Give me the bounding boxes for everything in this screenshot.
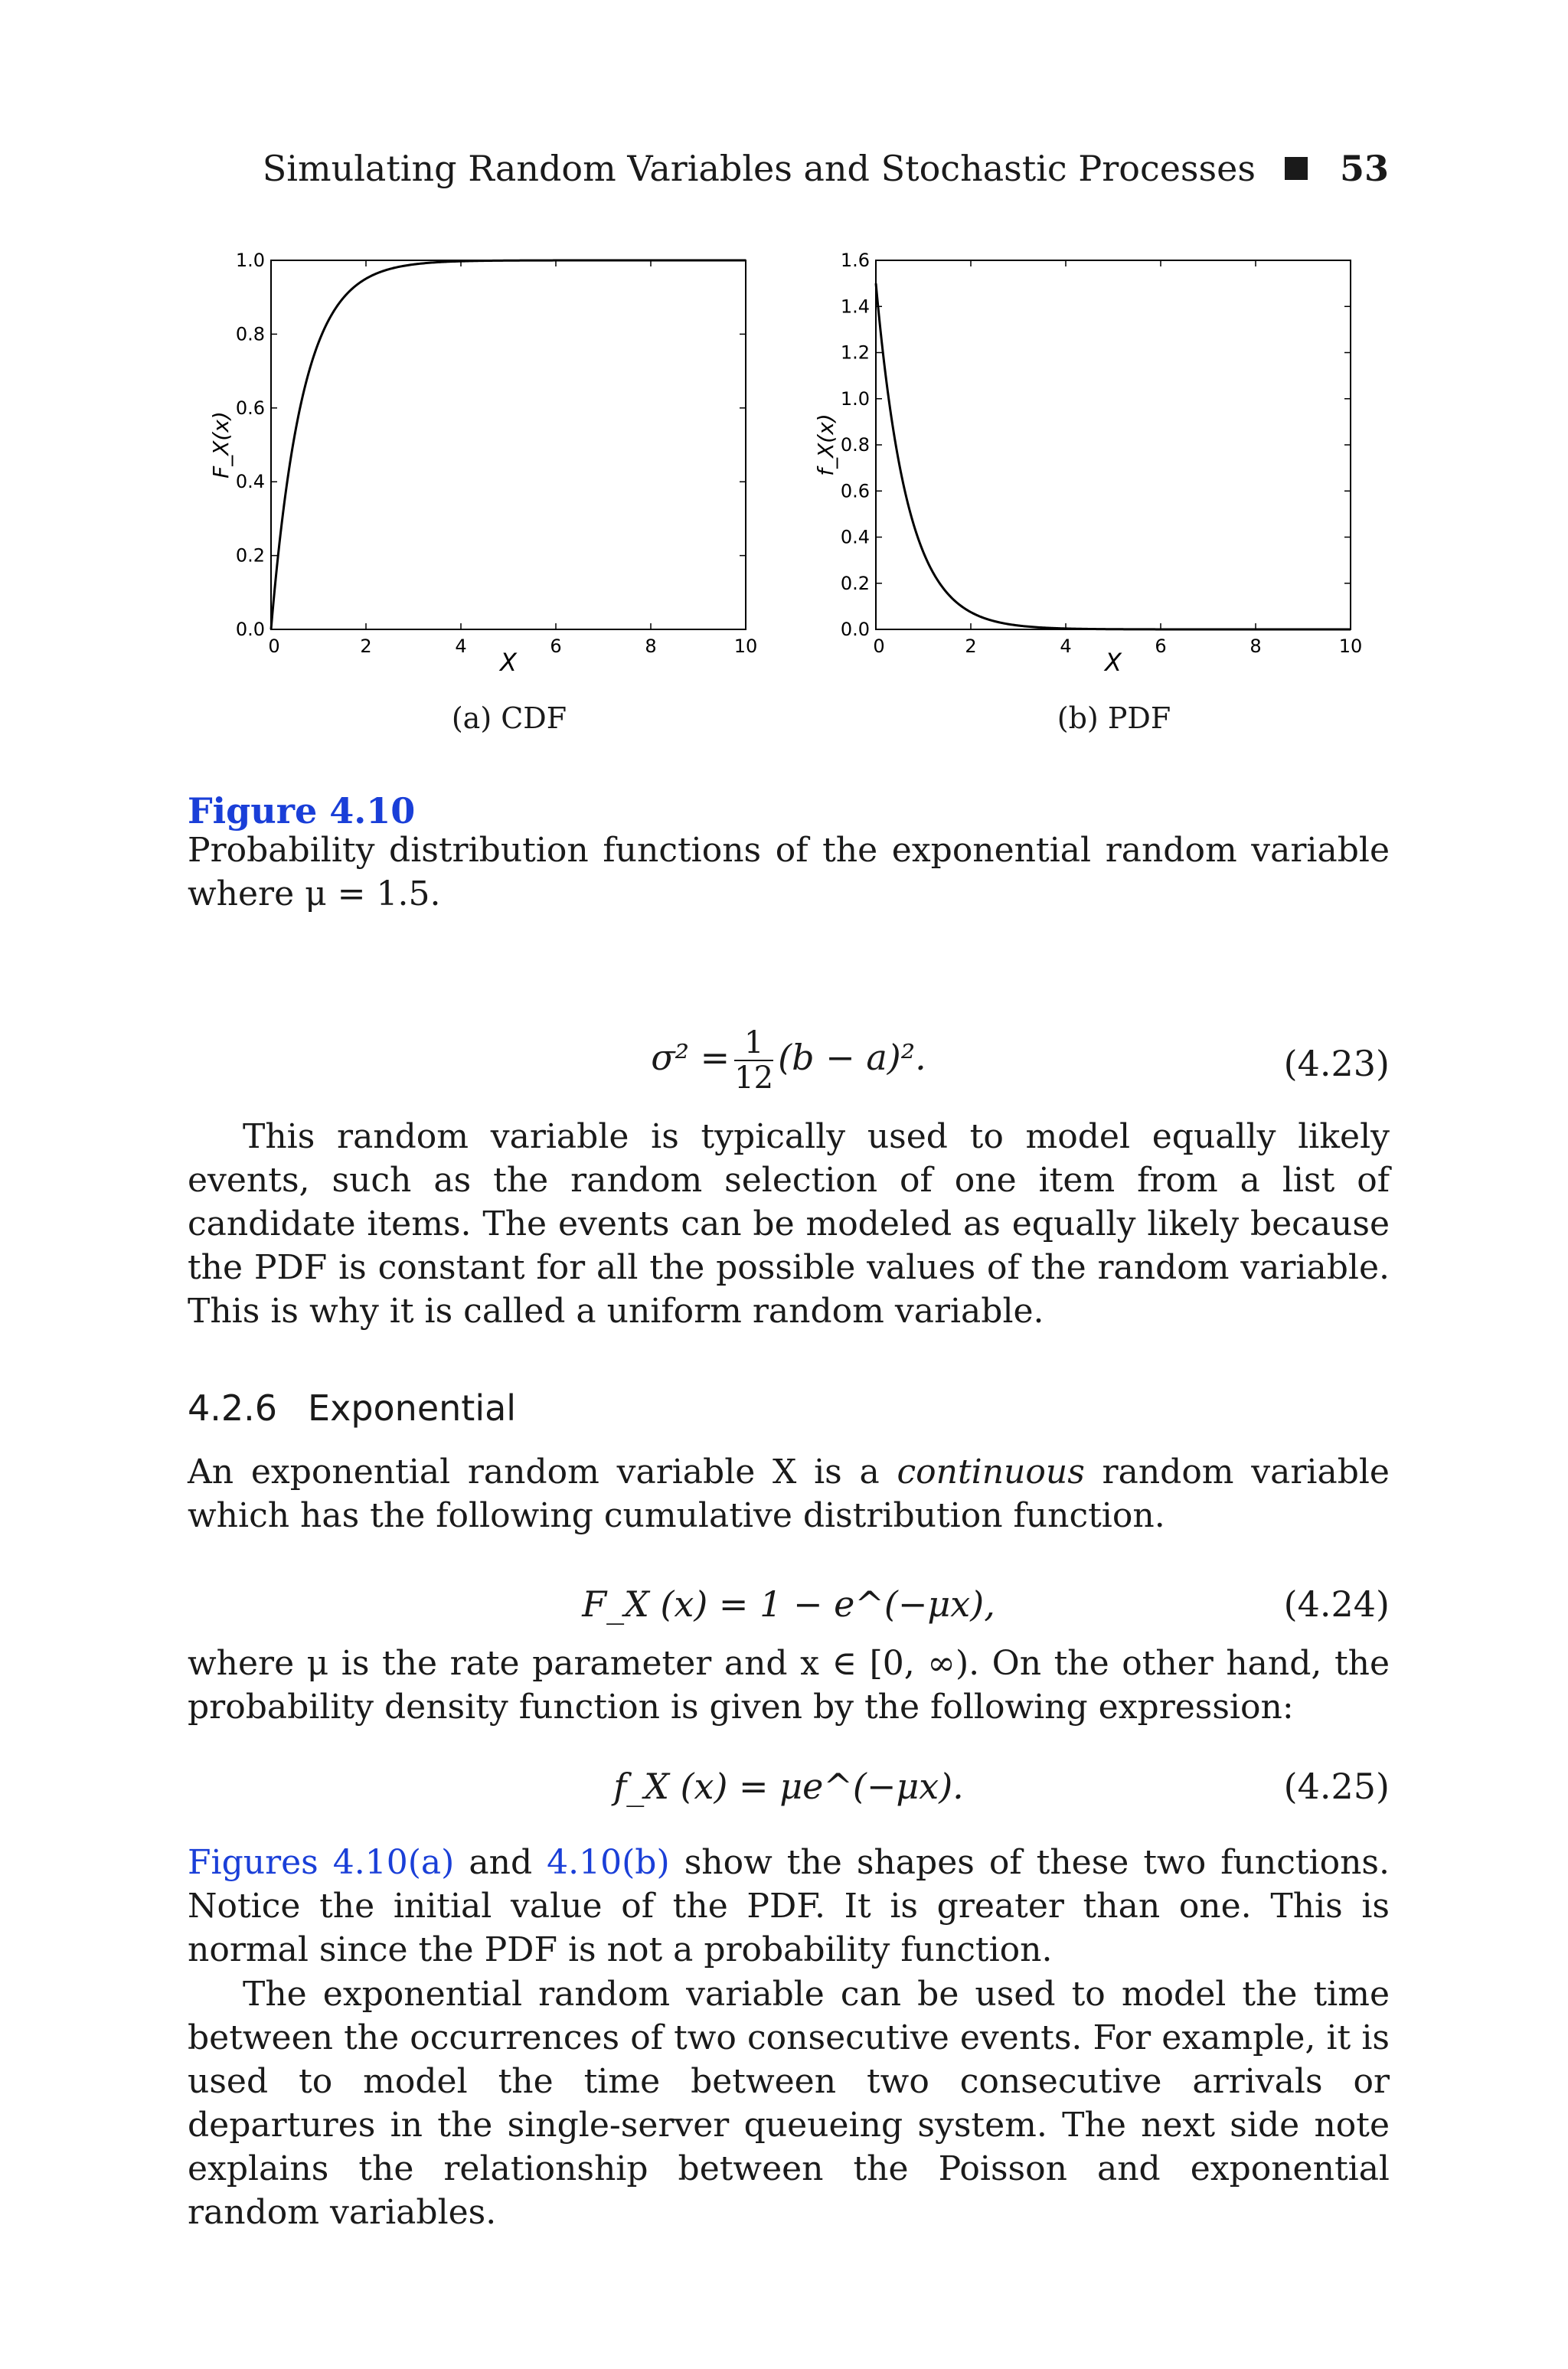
pdf-ytick-label: 0.0 — [840, 619, 870, 640]
pdf-xtick-label: 8 — [1250, 636, 1262, 657]
pdf-axes — [841, 250, 1362, 657]
paragraph-where: where μ is the rate parameter and x ∈ [0, ∞). On the other hand, the probability density function is given by the following expression: — [188, 1644, 1390, 1727]
pdf-ytick-label: 1.0 — [840, 387, 870, 410]
eq-4-23-number: (4.23) — [1283, 1043, 1390, 1084]
figure-label: Figure 4.10 — [188, 790, 416, 832]
pdf-xtick-label: 6 — [1155, 636, 1167, 657]
paragraph-uniform: This random variable is typically used to model equally likely events, such as the random selection of one item from a list of candidate items. The events can be modeled as equally likely because the PDF is constant for all the possible values of the random variable. This is why it is called a uniform random variable. — [188, 1117, 1390, 1331]
pdf-ytick-label: 0.4 — [840, 526, 870, 548]
para-exp-emphasis: continuous — [897, 1452, 1085, 1492]
cdf-xtick-label: 10 — [733, 636, 758, 657]
pdf-xtick-label: 2 — [965, 636, 977, 657]
pdf-plot-frame — [876, 260, 1351, 629]
running-header — [0, 145, 1389, 191]
pdf-series-line — [876, 283, 1351, 629]
cdf-xlabel: X — [500, 648, 517, 677]
eq-4-24-number: (4.24) — [1283, 1583, 1390, 1625]
pdf-ytick-label: 1.2 — [840, 341, 870, 364]
pdf-ylabel: f_X(x) — [813, 413, 838, 476]
cdf-ytick-label: 0.8 — [235, 323, 265, 345]
equation-4-25 — [188, 1766, 1390, 1835]
header-square-icon — [1285, 157, 1308, 180]
pdf-xtick-label: 10 — [1338, 636, 1363, 657]
cdf-xtick-label: 0 — [268, 636, 280, 657]
cdf-ytick-label: 1.0 — [235, 250, 265, 271]
pdf-xtick-label: 0 — [873, 636, 885, 657]
cdf-axes — [236, 250, 757, 657]
paragraph-last: The exponential random variable can be used to model the time between the occurrences of two consecutive events. For example, it is used to model the time between two consecutive arrivals or departures in the single-server queueing system. The next side note explains the relationship between the Poisson and exponential random variables. — [188, 1975, 1390, 2232]
equation-4-23 — [188, 1026, 1390, 1095]
eq-4-24-body: F_X (x) = 1 − e^(−μx), — [582, 1583, 995, 1625]
cdf-ylabel: F_X(x) — [208, 411, 234, 479]
eq-4-23-den: 12 — [734, 1060, 774, 1096]
eq-4-25-body: f_X (x) = μe^(−μx). — [613, 1766, 964, 1807]
section-number: 4.2.6 — [188, 1387, 278, 1429]
figure-caption: Probability distribution functions of the exponential random variable where μ = 1.5. — [188, 831, 1390, 913]
cdf-xtick-label: 8 — [645, 636, 657, 657]
paragraph-figures — [188, 1841, 1390, 1972]
cdf-ytick-label: 0.4 — [235, 471, 265, 493]
and-word: and — [469, 1843, 533, 1882]
eq-4-23-fraction — [734, 1026, 773, 1095]
eq-4-23-num: 1 — [734, 1026, 773, 1061]
pdf-ytick-label: 0.2 — [840, 572, 870, 594]
figure-4-10a-link[interactable]: Figures 4.10(a) — [188, 1843, 455, 1882]
figure-4-10b-link[interactable]: 4.10(b) — [547, 1843, 670, 1882]
eq-4-25-number: (4.25) — [1283, 1766, 1390, 1807]
cdf-chart — [191, 245, 773, 689]
section-title: Exponential — [308, 1387, 517, 1429]
pdf-ytick-label: 1.6 — [840, 250, 870, 271]
eq-4-23-rhs: (b − a)². — [778, 1037, 926, 1078]
pdf-ytick-label: 1.4 — [840, 296, 870, 318]
eq-4-23-lhs: σ² = — [651, 1037, 730, 1078]
cdf-xtick-label: 6 — [550, 636, 562, 657]
para-figures-rest: show the shapes of these two functions. Notice the initial value of the PDF. It is greater than one. This is normal since the PDF is not a probability function. — [188, 1843, 1390, 1969]
subcaption-a: (a) CDF — [451, 701, 567, 735]
cdf-plot-frame — [271, 260, 746, 629]
cdf-series-line — [271, 260, 746, 629]
section-heading — [188, 1387, 516, 1429]
pdf-xtick-label: 4 — [1060, 636, 1072, 657]
subcaption-b: (b) PDF — [1057, 701, 1171, 735]
para-exp-a: An exponential random variable X is a — [188, 1452, 880, 1492]
cdf-ytick-label: 0.6 — [235, 397, 265, 419]
pdf-ytick-label: 0.8 — [840, 434, 870, 456]
cdf-xtick-label: 4 — [455, 636, 467, 657]
pdf-chart — [796, 245, 1378, 689]
page-number: 53 — [1339, 148, 1389, 189]
paragraph-exponential — [188, 1450, 1390, 1537]
running-title: Simulating Random Variables and Stochastic Processes — [262, 148, 1256, 189]
pdf-xlabel: X — [1105, 648, 1122, 677]
para-exp-b: random variable which has the following cumulative distribution function. — [188, 1452, 1390, 1535]
cdf-xtick-label: 2 — [360, 636, 372, 657]
pdf-ytick-label: 0.6 — [840, 480, 870, 502]
cdf-ytick-label: 0.2 — [235, 544, 265, 567]
cdf-ytick-label: 0.0 — [235, 619, 265, 640]
